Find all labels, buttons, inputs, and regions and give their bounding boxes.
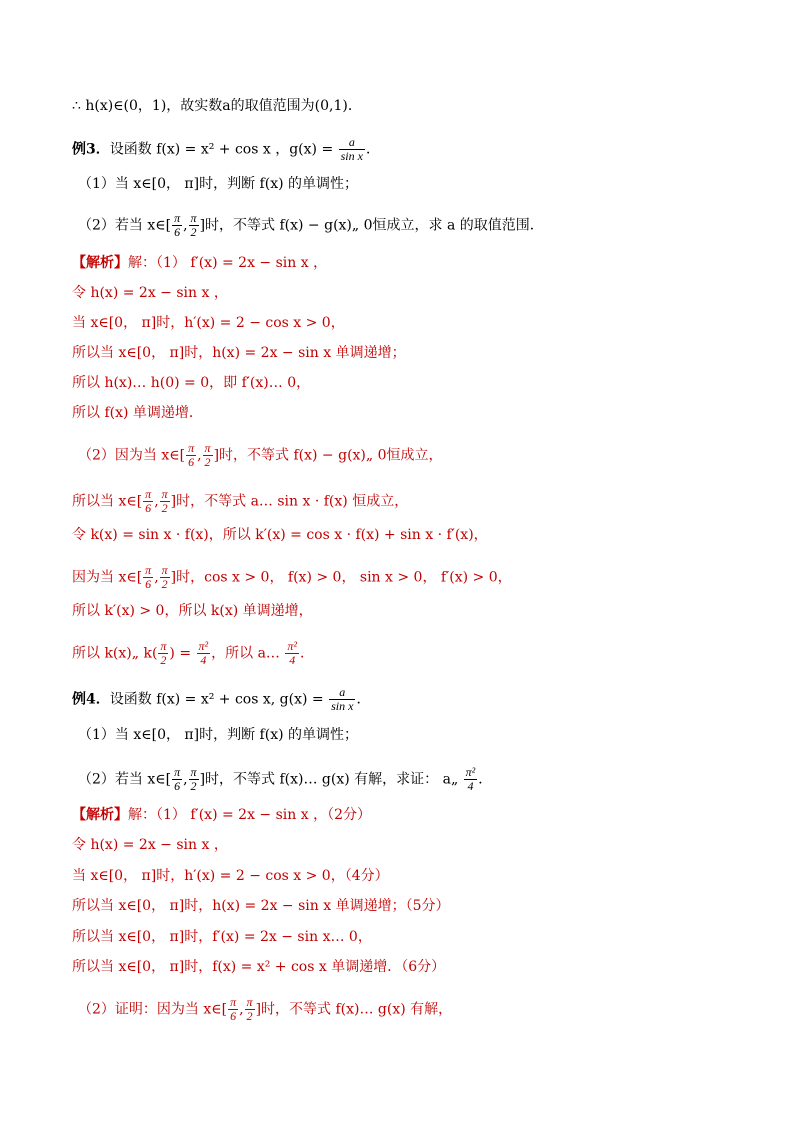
line-text: （2）因为当 x∈[ bbox=[78, 447, 186, 464]
fraction-numerator: a bbox=[339, 685, 346, 699]
text-line bbox=[72, 958, 445, 976]
fraction-denominator: sin x bbox=[331, 699, 354, 713]
line-text: ]时，不等式 a… sin x · f(x) 恒成立， bbox=[170, 493, 409, 510]
line-text: 设函数 f(x) = x² + cos x, g(x) = bbox=[109, 691, 324, 708]
text-line bbox=[72, 564, 512, 591]
fraction-numerator: π² bbox=[198, 639, 209, 653]
fraction bbox=[160, 564, 170, 591]
text-line bbox=[78, 766, 492, 793]
fraction-denominator: 4 bbox=[464, 779, 478, 793]
line-text: ． bbox=[478, 771, 493, 788]
fraction-numerator: π bbox=[246, 995, 253, 1009]
line-text: 所以当 x∈[0， π]时，h(x) = 2x − sin x 单调递增； bbox=[72, 345, 406, 361]
line-text: ∴ h(x)∈(0，1)，故实数a的取值范围为(0,1)． bbox=[72, 98, 362, 114]
fraction-numerator: π bbox=[161, 563, 168, 577]
example-3-title bbox=[72, 136, 380, 163]
text-line bbox=[72, 897, 449, 915]
fraction bbox=[203, 442, 213, 469]
fraction bbox=[189, 212, 199, 239]
fraction bbox=[197, 640, 211, 667]
fraction-numerator: π bbox=[145, 563, 152, 577]
line-text: 所以当 x∈[0， π]时，f(x) = x² + cos x 单调递增．（6分） bbox=[72, 959, 446, 975]
fraction-denominator: 6 bbox=[186, 455, 196, 469]
fraction-numerator: π bbox=[190, 765, 197, 779]
fraction-numerator: π bbox=[161, 487, 168, 501]
comma: , bbox=[183, 217, 188, 234]
example-label: 例4． bbox=[72, 691, 110, 708]
fraction bbox=[189, 766, 199, 793]
fraction-numerator: a bbox=[348, 135, 355, 149]
fraction bbox=[285, 640, 299, 667]
line-text: 令 h(x) = 2x − sin x ， bbox=[72, 837, 228, 853]
fraction-denominator: 2 bbox=[160, 501, 170, 515]
fraction-denominator: 2 bbox=[189, 225, 199, 239]
line-text: 解：（1） f′(x) = 2x − sin x ， bbox=[128, 255, 328, 271]
line-text: 令 h(x) = 2x − sin x ， bbox=[72, 285, 228, 301]
line-text: 设函数 f(x) = x² + cos x ，g(x) = bbox=[109, 141, 334, 158]
line-text: ，所以 a… bbox=[211, 645, 280, 662]
line-text: 所以当 x∈[0， π]时，f′(x) = 2x − sin x… 0， bbox=[72, 929, 372, 945]
fraction-denominator: 2 bbox=[160, 577, 170, 591]
text-line bbox=[72, 836, 228, 854]
line-text: （2）证明：因为当 x∈[ bbox=[78, 1001, 228, 1018]
analysis-tag: 【解析】 bbox=[72, 255, 128, 271]
text-line bbox=[72, 806, 371, 824]
fraction-numerator: π bbox=[174, 211, 181, 225]
fraction-denominator: sin x bbox=[340, 149, 363, 163]
fraction bbox=[464, 766, 478, 793]
fraction bbox=[172, 212, 182, 239]
fraction-denominator: 2 bbox=[158, 653, 168, 667]
text-line bbox=[72, 640, 314, 667]
fraction bbox=[186, 442, 196, 469]
fraction-numerator: π bbox=[188, 441, 195, 455]
fraction-numerator: π² bbox=[465, 765, 476, 779]
text-line bbox=[78, 726, 358, 744]
line-text: （1）当 x∈[0， π]时，判断 f(x) 的单调性； bbox=[78, 727, 358, 743]
line-text: （2）若当 x∈[ bbox=[78, 771, 172, 788]
text-line bbox=[72, 97, 362, 115]
text-line bbox=[72, 526, 488, 544]
fraction-denominator: 2 bbox=[189, 779, 199, 793]
line-text: ]时，cos x > 0， f(x) > 0， sin x > 0， f′(x) > 0， bbox=[170, 569, 512, 586]
fraction bbox=[172, 766, 182, 793]
comma: , bbox=[154, 493, 159, 510]
line-text: ]时，不等式 f(x) − g(x)„ 0恒成立，求 a 的取值范围． bbox=[199, 217, 544, 234]
line-text: 当 x∈[0， π]时，h′(x) = 2 − cos x > 0，（4分） bbox=[72, 868, 389, 884]
line-text: 解：（1） f′(x) = 2x − sin x ，（2分） bbox=[128, 807, 371, 823]
line-text: ]时，不等式 f(x)… g(x) 有解， bbox=[255, 1001, 453, 1018]
line-text: （2）若当 x∈[ bbox=[78, 217, 172, 234]
line-text: ]时，不等式 f(x)… g(x) 有解，求证： a„ bbox=[199, 771, 459, 788]
fraction bbox=[160, 488, 170, 515]
line-text: （1）当 x∈[0， π]时，判断 f(x) 的单调性； bbox=[78, 176, 358, 192]
line-text: 令 k(x) = sin x · f(x)，所以 k′(x) = cos x · f(x) + sin x · f′(x)， bbox=[72, 527, 488, 543]
text-line bbox=[72, 404, 203, 422]
fraction-denominator: 2 bbox=[203, 455, 213, 469]
fraction-numerator: π bbox=[145, 487, 152, 501]
line-text: 所以 k′(x) > 0，所以 k(x) 单调递增， bbox=[72, 603, 313, 619]
fraction-numerator: π bbox=[204, 441, 211, 455]
text-line bbox=[72, 867, 389, 885]
fraction-numerator: π bbox=[190, 211, 197, 225]
fraction-denominator: 4 bbox=[197, 653, 211, 667]
fraction-denominator: 4 bbox=[285, 653, 299, 667]
line-text: ]时，不等式 f(x) − g(x)„ 0恒成立， bbox=[213, 447, 443, 464]
fraction-numerator: π bbox=[230, 995, 237, 1009]
text-line bbox=[78, 996, 452, 1023]
text-line bbox=[78, 442, 443, 469]
line-text: ． bbox=[365, 141, 380, 158]
fraction-denominator: 6 bbox=[172, 225, 182, 239]
fraction-denominator: 2 bbox=[245, 1009, 255, 1023]
comma: , bbox=[154, 569, 159, 586]
text-line bbox=[72, 314, 345, 332]
comma: , bbox=[239, 1001, 244, 1018]
fraction bbox=[143, 488, 153, 515]
text-line bbox=[78, 175, 358, 193]
line-text: 所以 h(x)… h(0) = 0，即 f′(x)… 0， bbox=[72, 375, 311, 391]
fraction bbox=[158, 640, 168, 667]
text-line bbox=[72, 602, 313, 620]
fraction-denominator: 6 bbox=[228, 1009, 238, 1023]
line-text: 当 x∈[0， π]时，h′(x) = 2 − cos x > 0， bbox=[72, 315, 345, 331]
example-label: 例3． bbox=[72, 141, 110, 158]
comma: , bbox=[183, 771, 188, 788]
text-line bbox=[72, 254, 327, 272]
text-line bbox=[72, 374, 310, 392]
line-text: ． bbox=[300, 645, 314, 662]
line-text: 所以当 x∈[0， π]时，h(x) = 2x − sin x 单调递增；（5分） bbox=[72, 898, 450, 914]
line-text: 所以 f(x) 单调递增． bbox=[72, 405, 203, 421]
line-text: 所以当 x∈[ bbox=[72, 493, 143, 510]
text-line bbox=[72, 488, 408, 515]
text-line bbox=[72, 344, 406, 362]
line-text: ) = bbox=[169, 645, 192, 662]
fraction bbox=[329, 686, 355, 713]
fraction bbox=[143, 564, 153, 591]
fraction bbox=[245, 996, 255, 1023]
fraction-denominator: 6 bbox=[172, 779, 182, 793]
fraction-numerator: π² bbox=[287, 639, 297, 653]
example-4-title bbox=[72, 686, 370, 713]
fraction-denominator: 6 bbox=[143, 501, 153, 515]
fraction bbox=[339, 136, 365, 163]
line-text: 所以 k(x)„ k( bbox=[72, 645, 158, 662]
text-line bbox=[72, 284, 228, 302]
line-text: 因为当 x∈[ bbox=[72, 569, 143, 586]
text-line bbox=[78, 212, 544, 239]
fraction-denominator: 6 bbox=[143, 577, 153, 591]
comma: , bbox=[197, 447, 202, 464]
fraction-numerator: π bbox=[174, 765, 181, 779]
line-text: ． bbox=[356, 691, 371, 708]
analysis-tag: 【解析】 bbox=[72, 807, 128, 823]
fraction-numerator: π bbox=[160, 639, 167, 653]
fraction bbox=[228, 996, 238, 1023]
text-line bbox=[72, 928, 372, 946]
